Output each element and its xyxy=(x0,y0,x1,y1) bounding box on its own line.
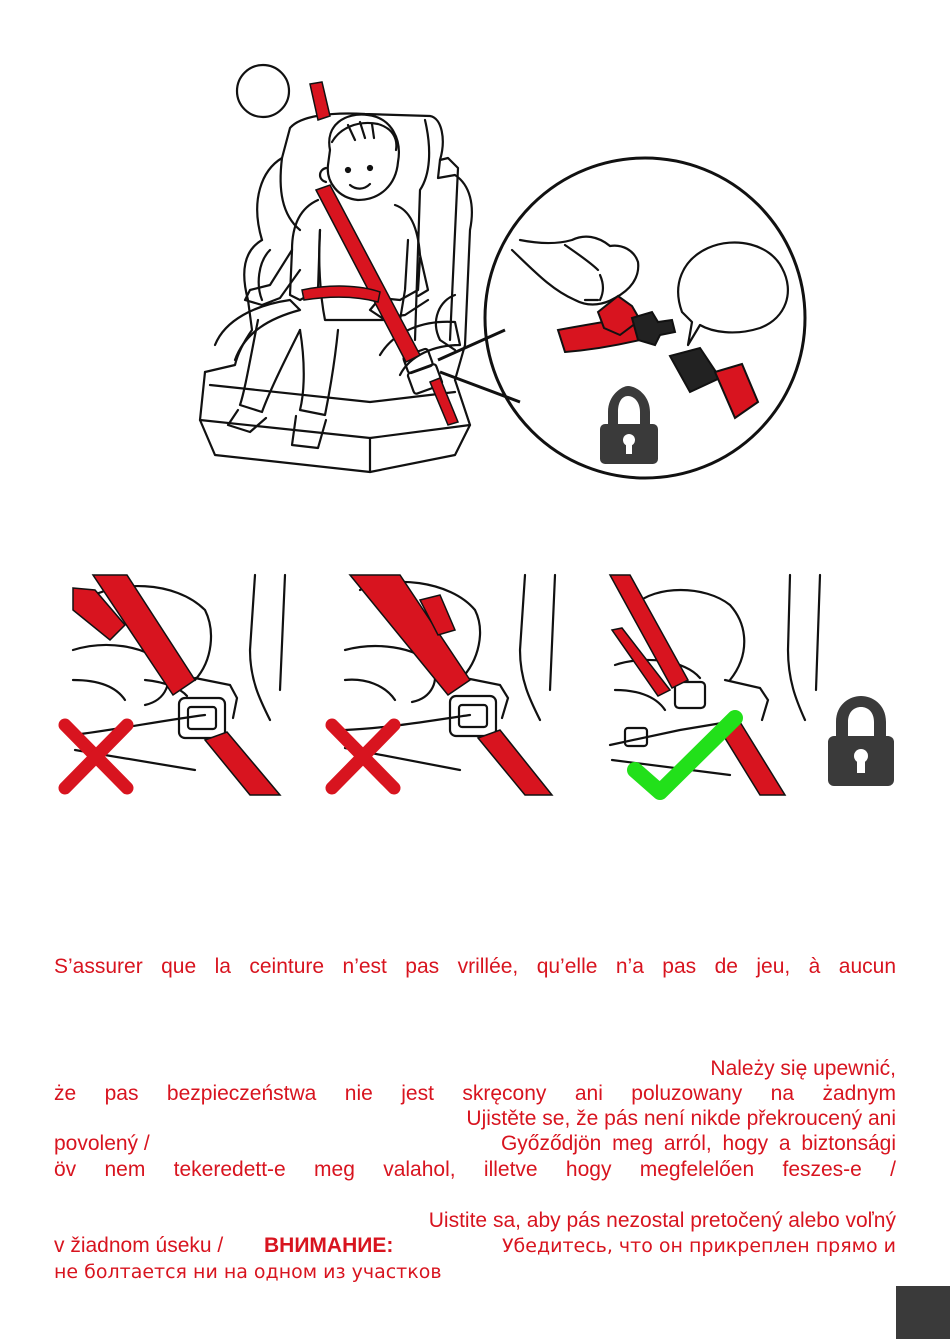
instruction-ru-start: Убедитесь, что он прикреплен прямо и xyxy=(501,1235,896,1257)
instruction-sk-end: v žiadnom úseku / xyxy=(54,1234,224,1257)
main-illustration xyxy=(0,0,950,520)
instruction-sk-ru-row xyxy=(54,1233,896,1259)
instruction-fr: S’assurer que la ceinture n’est pas vrillée, qu’elle n’a pas de jeu, à aucun xyxy=(54,955,896,978)
instruction-hu-start: Győződjön meg arról, hogy a biztonsági xyxy=(500,1132,896,1155)
instruction-cz-end: povolený / xyxy=(54,1132,150,1155)
panel-incorrect-2 xyxy=(320,570,565,800)
instruction-hu-cont: öv nem tekeredett-e meg valahol, illetve hogy megfelelően feszes-e / xyxy=(54,1158,896,1181)
instruction-cz-hu-row xyxy=(54,1131,896,1157)
instruction-ru-end: не болтается ни на одном из участков xyxy=(54,1261,442,1283)
page-edge-tab xyxy=(896,1286,950,1339)
padlock-icon xyxy=(600,386,658,464)
instruction-sk-start: Uistite sa, aby pás nezostal pretočený alebo voľný xyxy=(428,1209,896,1232)
instruction-pl-cont: że pas bezpieczeństwa nie jest skręcony ani poluzowany na żadnym xyxy=(54,1082,896,1105)
instruction-pl-start: Należy się upewnić, xyxy=(710,1057,896,1080)
panel-correct xyxy=(600,570,840,800)
step-marker-circle xyxy=(237,65,289,117)
instruction-ru-label: ВНИМАНИЕ: xyxy=(264,1234,394,1257)
panel-padlock-icon xyxy=(826,694,896,789)
instruction-cz-start: Ujistěte se, že pás není nikde překroucený ani xyxy=(466,1107,896,1130)
panel-incorrect-1 xyxy=(55,570,300,800)
